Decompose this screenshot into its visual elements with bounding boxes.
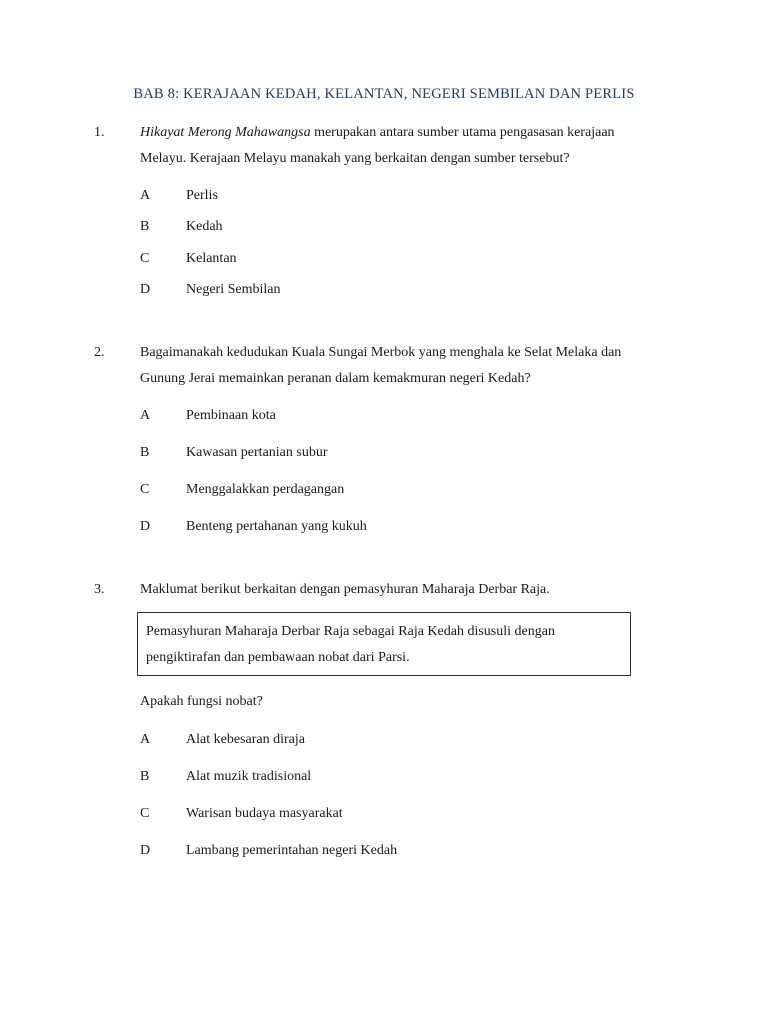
question-1-text xyxy=(140,120,680,172)
question-1-line2: Melayu. Kerajaan Melayu manakah yang berkaitan dengan sumber tersebut? xyxy=(140,151,570,166)
question-2-line1: Bagaimanakah kedudukan Kuala Sungai Merbok yang menghala ke Selat Melaka dan xyxy=(140,345,622,360)
q2-option-b-text: Kawasan pertanian subur xyxy=(186,445,328,460)
question-3-text: Maklumat berikut berkaitan dengan pemasyhuran Maharaja Derbar Raja. xyxy=(140,582,550,597)
information-box xyxy=(137,612,631,676)
q3-option-a-text: Alat kebesaran diraja xyxy=(186,732,305,747)
q3-option-a-letter: A xyxy=(140,732,151,747)
q1-option-d-text: Negeri Sembilan xyxy=(186,282,281,297)
q3-option-d-text: Lambang pemerintahan negeri Kedah xyxy=(186,843,398,858)
question-1-line1: merupakan antara sumber utama pengasasan kerajaan xyxy=(310,125,615,140)
q3-option-b-letter: B xyxy=(140,769,150,784)
q1-option-b-text: Kedah xyxy=(186,219,223,234)
page-title: BAB 8: KERAJAAN KEDAH, KELANTAN, NEGERI SEMBILAN DAN PERLIS xyxy=(133,86,635,102)
q1-option-c-text: Kelantan xyxy=(186,251,237,266)
q2-option-c-text: Menggalakkan perdagangan xyxy=(186,482,345,497)
question-3-prompt: Apakah fungsi nobat? xyxy=(140,694,263,709)
question-1-italic-source: Hikayat Merong Mahawangsa xyxy=(140,125,311,140)
q2-option-d-letter: D xyxy=(140,519,151,534)
q2-option-a-letter: A xyxy=(140,408,151,423)
info-box-line2: pengiktirafan dan pembawaan nobat dari Parsi. xyxy=(146,650,410,665)
question-1-number: 1. xyxy=(94,125,105,140)
q3-option-c-text: Warisan budaya masyarakat xyxy=(186,806,343,821)
q1-option-a-letter: A xyxy=(140,188,151,203)
q2-option-b-letter: B xyxy=(140,445,150,460)
q2-option-d-text: Benteng pertahanan yang kukuh xyxy=(186,519,367,534)
q3-option-b-text: Alat muzik tradisional xyxy=(186,769,312,784)
q1-option-d-letter: D xyxy=(140,282,151,297)
q2-option-a-text: Pembinaan kota xyxy=(186,408,276,423)
question-3-number: 3. xyxy=(94,582,105,597)
q1-option-c-letter: C xyxy=(140,251,150,266)
q3-option-d-letter: D xyxy=(140,843,151,858)
question-2-number: 2. xyxy=(94,345,105,360)
q1-option-b-letter: B xyxy=(140,219,150,234)
question-2-line2: Gunung Jerai memainkan peranan dalam kemakmuran negeri Kedah? xyxy=(140,371,531,386)
q2-option-c-letter: C xyxy=(140,482,150,497)
question-2-text xyxy=(140,340,680,392)
q1-option-a-text: Perlis xyxy=(186,188,218,203)
q3-option-c-letter: C xyxy=(140,806,150,821)
info-box-line1: Pemasyhuran Maharaja Derbar Raja sebagai Raja Kedah disusuli dengan xyxy=(146,624,555,639)
